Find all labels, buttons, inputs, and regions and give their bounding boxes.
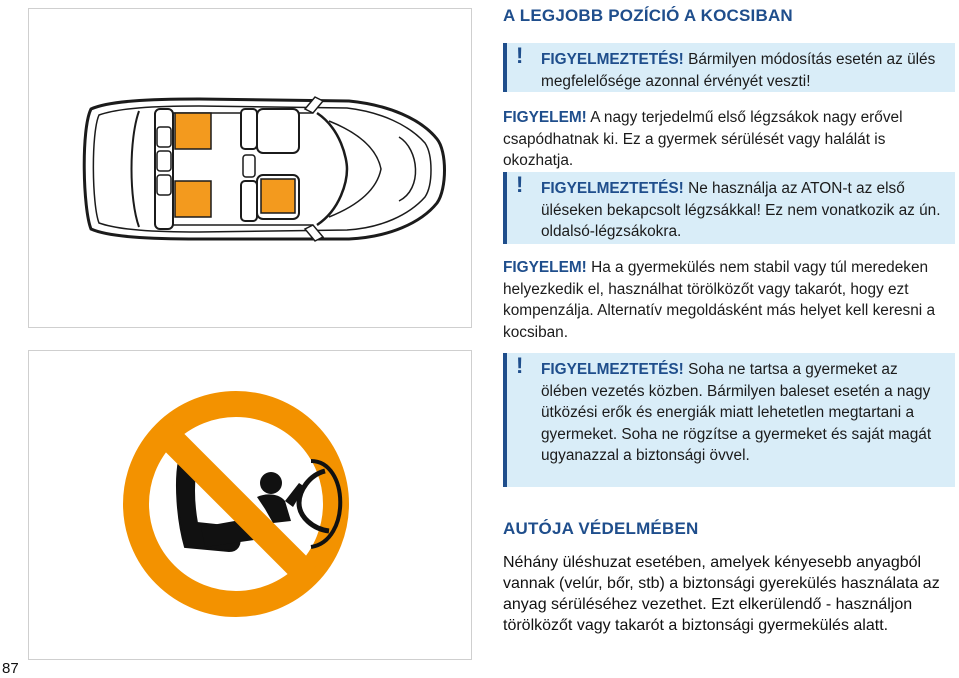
warning-label: FIGYELMEZTETÉS! — [541, 51, 684, 68]
warning-label: FIGYELMEZTETÉS! — [541, 180, 684, 197]
no-child-seat-front-airbag-icon — [29, 351, 473, 661]
section-title-best-position: A LEGJOBB POZÍCIÓ A KOCSIBAN — [503, 6, 793, 25]
car-protection-text: Néhány üléshuzat esetében, amelyek kényesebb anyagból vannak (velúr, bőr, stb) a biztonsági gyerekülés használata az anyag sérüléséhez vezethet. Ezt elkerülendő - használjon törölközőt vagy takarót a biztonsági gyermekülés alatt. — [503, 554, 940, 634]
warning-box-lap — [503, 353, 955, 487]
warning-box-airbag — [503, 172, 955, 244]
note-front-airbag — [503, 107, 955, 172]
note-text: Ha a gyermekülés nem stabil vagy túl meredeken helyezkedik el, használhat törölközőt vagy takarót, hogy ezt kompenzálja. Alternatív megoldásként más helyet kell keresni a kocsiban. — [503, 259, 936, 341]
exclamation-icon: ! — [516, 353, 524, 378]
warning-text: Ne használja az ATON-t az első üléseken bekapcsolt légzsákkal! Ez nem vonatkozik az ún. oldalsó-légzsákokra. — [541, 180, 941, 240]
note-label: FIGYELEM! — [503, 109, 587, 126]
car-top-view-icon — [29, 9, 473, 329]
warning-text: Bármilyen módosítás esetén az ülés megfelelősége azonnal érvényét veszti! — [541, 51, 936, 90]
note-text: A nagy terjedelmű első légzsákok nagy erővel csapódhatnak ki. Ez a gyermek sérülését vagy halálát is okozhatja. — [503, 109, 903, 169]
page-number: 87 — [2, 660, 19, 677]
exclamation-icon: ! — [516, 43, 524, 68]
section-title-car-protection: AUTÓJA VÉDELMÉBEN — [503, 519, 699, 538]
prohibition-sign-illustration — [28, 350, 472, 660]
exclamation-icon: ! — [516, 172, 524, 197]
car-seating-diagram — [28, 8, 472, 328]
note-seat-stability — [503, 257, 955, 343]
note-label: FIGYELEM! — [503, 259, 587, 276]
warning-label: FIGYELMEZTETÉS! — [541, 361, 684, 378]
warning-box-modification — [503, 43, 955, 92]
warning-text: Soha ne tartsa a gyermeket az ölében vezetés közben. Bármilyen baleset esetén a nagy ütközési erők és energiák miatt lehetetlen megtartani a gyermeket. Soha ne rögzítse a gyermeket és saját magát ugyanazzal a biztonsági övvel. — [541, 361, 932, 464]
